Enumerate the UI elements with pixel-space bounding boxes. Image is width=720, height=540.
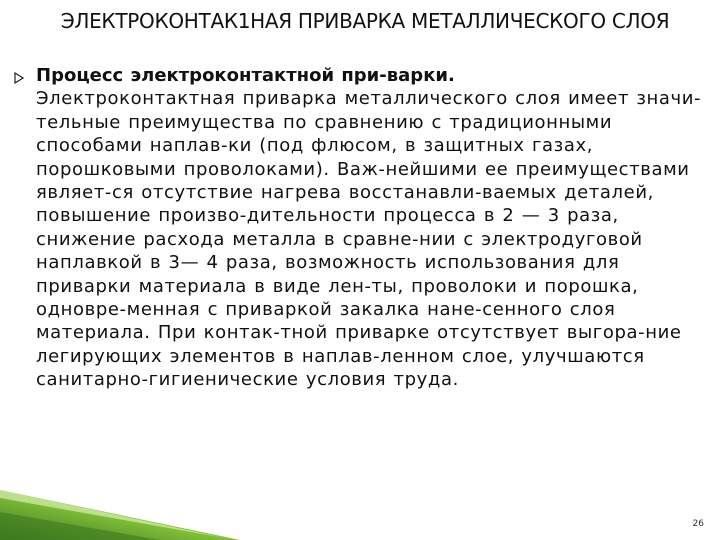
bullet-item <box>36 64 706 392</box>
bullet-heading: Процесс электроконтактной при-варки. <box>36 65 455 86</box>
page-title: ЭЛЕКТРОКОНТАК1НАЯ ПРИВАРКА МЕТАЛЛИЧЕСКОГО СЛОЯ <box>60 9 670 33</box>
page-number: 26 <box>692 519 704 529</box>
green-corner-decoration <box>0 450 240 540</box>
triangle-bullet-icon <box>14 72 24 84</box>
bullet-paragraph: Электроконтактная приварка металлического слоя имеет значи-тельные преимущества по сравнению с традиционными способами наплав-ки (под флюсом, в защитных газах, порошковыми проволоками). Важ-нейшими ее преимуществами являет-ся отсутствие нагрева восстанавли-ваемых деталей, повышение произво-дительности процесса в 2 — 3 раза, снижение расхода металла в сравне-нии с электродуговой наплавкой в 3— 4 раза, возможность использования для приварки материала в виде лен-ты, проволоки и порошка, одновре-менная с приваркой закалка нане-сенного слоя материала. При контак-тной приварке отсутствует выгора-ние легирующих элементов в наплав-ленном слое, улучшаются санитарно-гигиенические условия труда. <box>36 88 702 391</box>
